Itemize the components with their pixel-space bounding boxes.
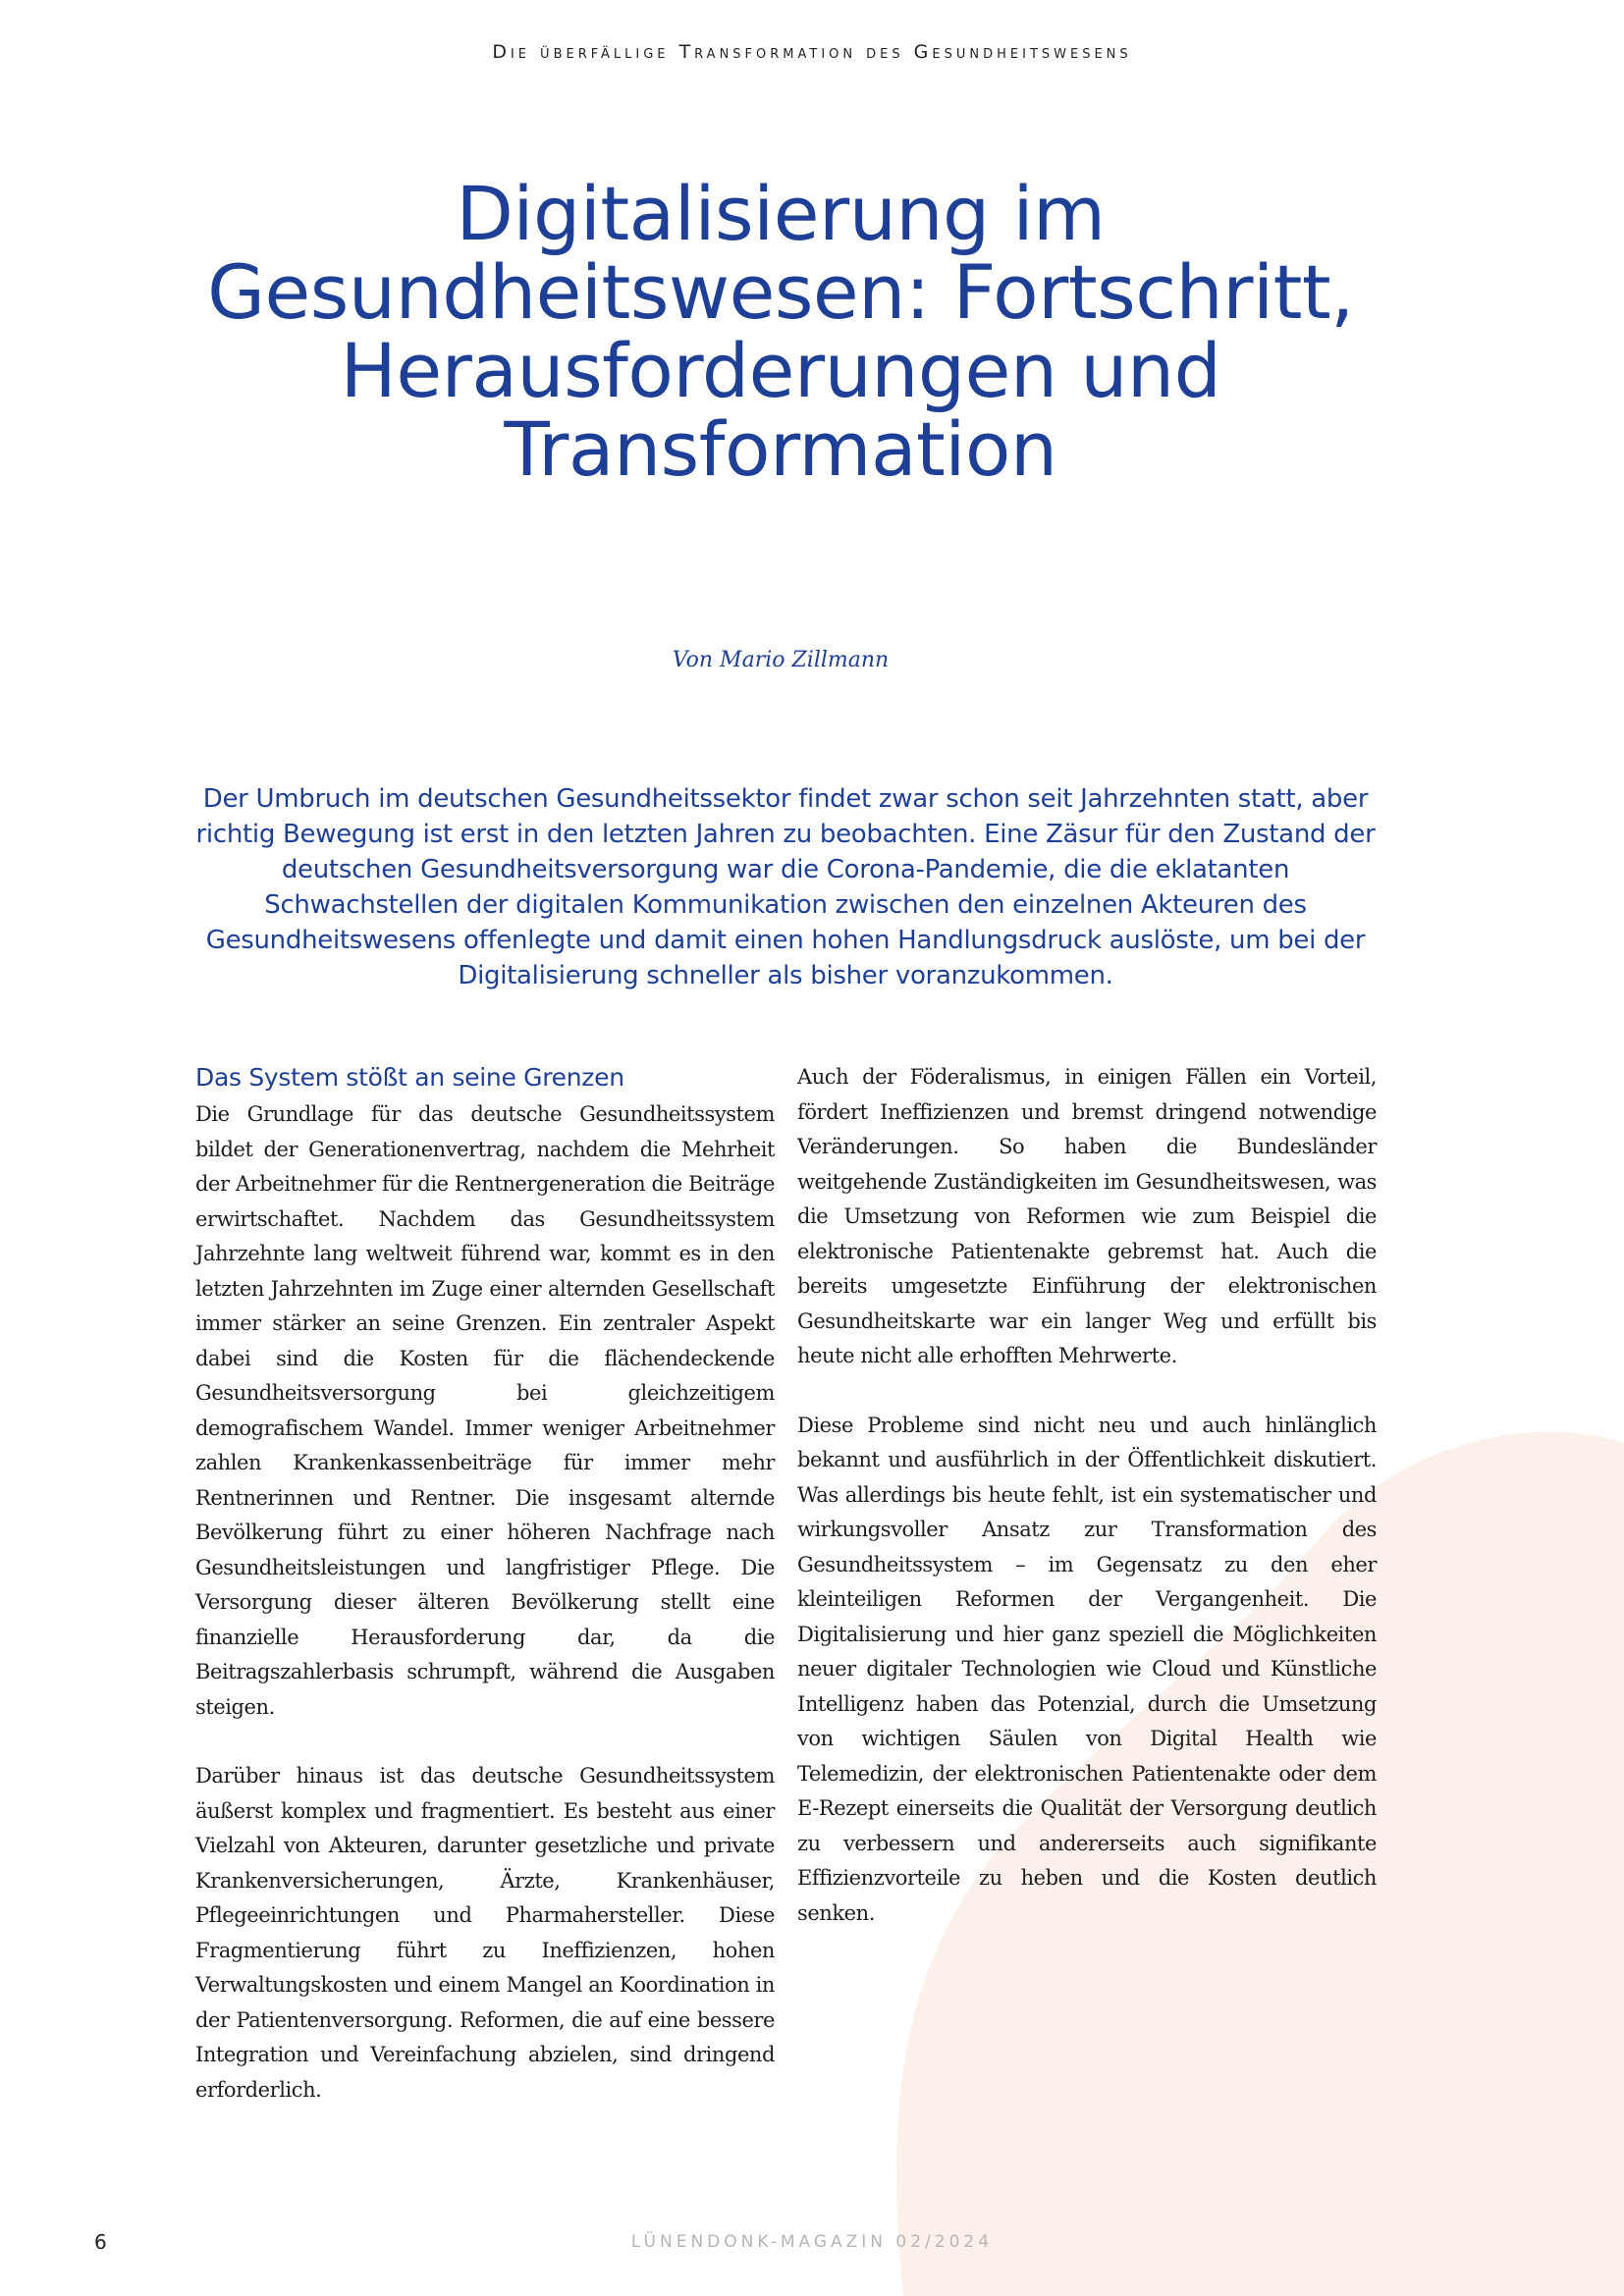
body-paragraph: Auch der Föderalismus, in einigen Fällen ein Vorteil, fördert Ineffizienzen und bremst dringend notwendige Veränderungen. So haben die Bundesländer weitgehende Zuständigkeiten im Gesundheitswesen, was die Umsetzung von Reformen wie zum Beispiel die elektronische Patientenakte gebremst hat. Auch die bereits umgesetzte Einführung der elektronischen Gesundheitskarte war ein langer Weg und erfüllt bis heute nicht alle erhofften Mehrwerte. — [797, 1065, 1377, 1367]
body-paragraph: Die Grundlage für das deutsche Gesundheitssystem bildet der Generationenvertrag, nachdem die Mehrheit der Arbeitnehmer für die Rentnergeneration die Beiträge erwirtschaftet. Nachdem das Gesundheitssystem Jahrzehnte lang weltweit führend war, kommt es in den letzten Jahrzehnten im Zuge einer alternden Gesellschaft immer stärker an seine Grenzen. Ein zentraler Aspekt dabei sind die Kosten für die flächendeckende Gesundheitsversorgung bei gleichzeitigem demografischem Wandel. Immer weniger Arbeitnehmer zahlen Krankenkassenbeiträge für immer mehr Rentnerinnen und Rentner. Die insgesamt alternde Bevölkerung führt zu einer höheren Nachfrage nach Gesundheitsleistungen und langfristiger Pflege. Die Versorgung dieser älteren Bevölkerung stellt eine finanzielle Herausforderung dar, da die Beitragszahlerbasis schrumpft, während die Ausgaben steigen. — [195, 1102, 775, 1719]
lead-paragraph: Der Umbruch im deutschen Gesundheitssektor findet zwar schon seit Jahrzehnten statt, aber richtig Bewegung ist erst in den letzten Jahren zu beobachten. Eine Zäsur für den Zustand der deutschen Gesundheitsversorgung war die Corona-Pandemie, die die eklatanten Schwachstellen der digitalen Kommunikation zwischen den einzelnen Akteuren des Gesundheitswesens offenlegte und damit einen hohen Handlungsdruck auslöste, um bei der Digitalisierung schneller als bisher voranzukommen. — [195, 784, 1376, 990]
right-column — [797, 1060, 1377, 1931]
left-column — [195, 1060, 775, 2108]
body-paragraph: Diese Probleme sind nicht neu und auch hinlänglich bekannt und ausführlich in der Öffentlichkeit diskutiert. Was allerdings bis heute fehlt, ist ein systematischer und wirkungsvoller Ansatz zur Transformation des Gesundheitssystem – im Gegensatz zu den eher kleinteiligen Reformen der Vergangenheit. Die Digitalisierung und hier ganz speziell die Möglichkeiten neuer digitaler Technologien wie Cloud und Künstliche Intelligenz haben das Potenzial, durch die Umsetzung von wichtigen Säulen von Digital Health wie Telemedizin, der elektronischen Patientenakte oder dem E-Rezept einerseits die Qualität der Versorgung deutlich zu verbessern und andererseits auch signifikante Effizienzvorteile zu heben und die Kosten deutlich senken. — [797, 1413, 1377, 1925]
title-line: Gesundheitswesen: Fortschritt, — [207, 248, 1354, 336]
body-paragraph: Darüber hinaus ist das deutsche Gesundheitssystem äußerst komplex und fragmentiert. Es besteht aus einer Vielzahl von Akteuren, darunter gesetzliche und private Krankenversicherungen, Ärzte, Krankenhäuser, Pflegeeinrichtungen und Pharmahersteller. Diese Fragmentierung führt zu Ineffizienzen, hohen Verwaltungskosten und einem Mangel an Koordination in der Patientenversorgung. Reformen, die auf eine bessere Integration und Vereinfachung abzielen, sind dringend erforderlich. — [195, 1764, 775, 2102]
running-head: Die überfällige Transformation des Gesundheitswesens — [492, 41, 1132, 63]
title-line: Digitalisierung im — [456, 170, 1106, 257]
byline: Von Mario Zillmann — [672, 648, 890, 672]
title-line: Transformation — [504, 405, 1057, 493]
magazine-footer: LÜNENDONK-MAGAZIN 02/2024 — [630, 2232, 994, 2252]
section-heading: Das System stößt an seine Grenzen — [195, 1063, 624, 1092]
title-line: Herausforderungen und — [340, 327, 1221, 414]
page-number: 6 — [94, 2230, 107, 2254]
article-title — [157, 170, 1404, 493]
